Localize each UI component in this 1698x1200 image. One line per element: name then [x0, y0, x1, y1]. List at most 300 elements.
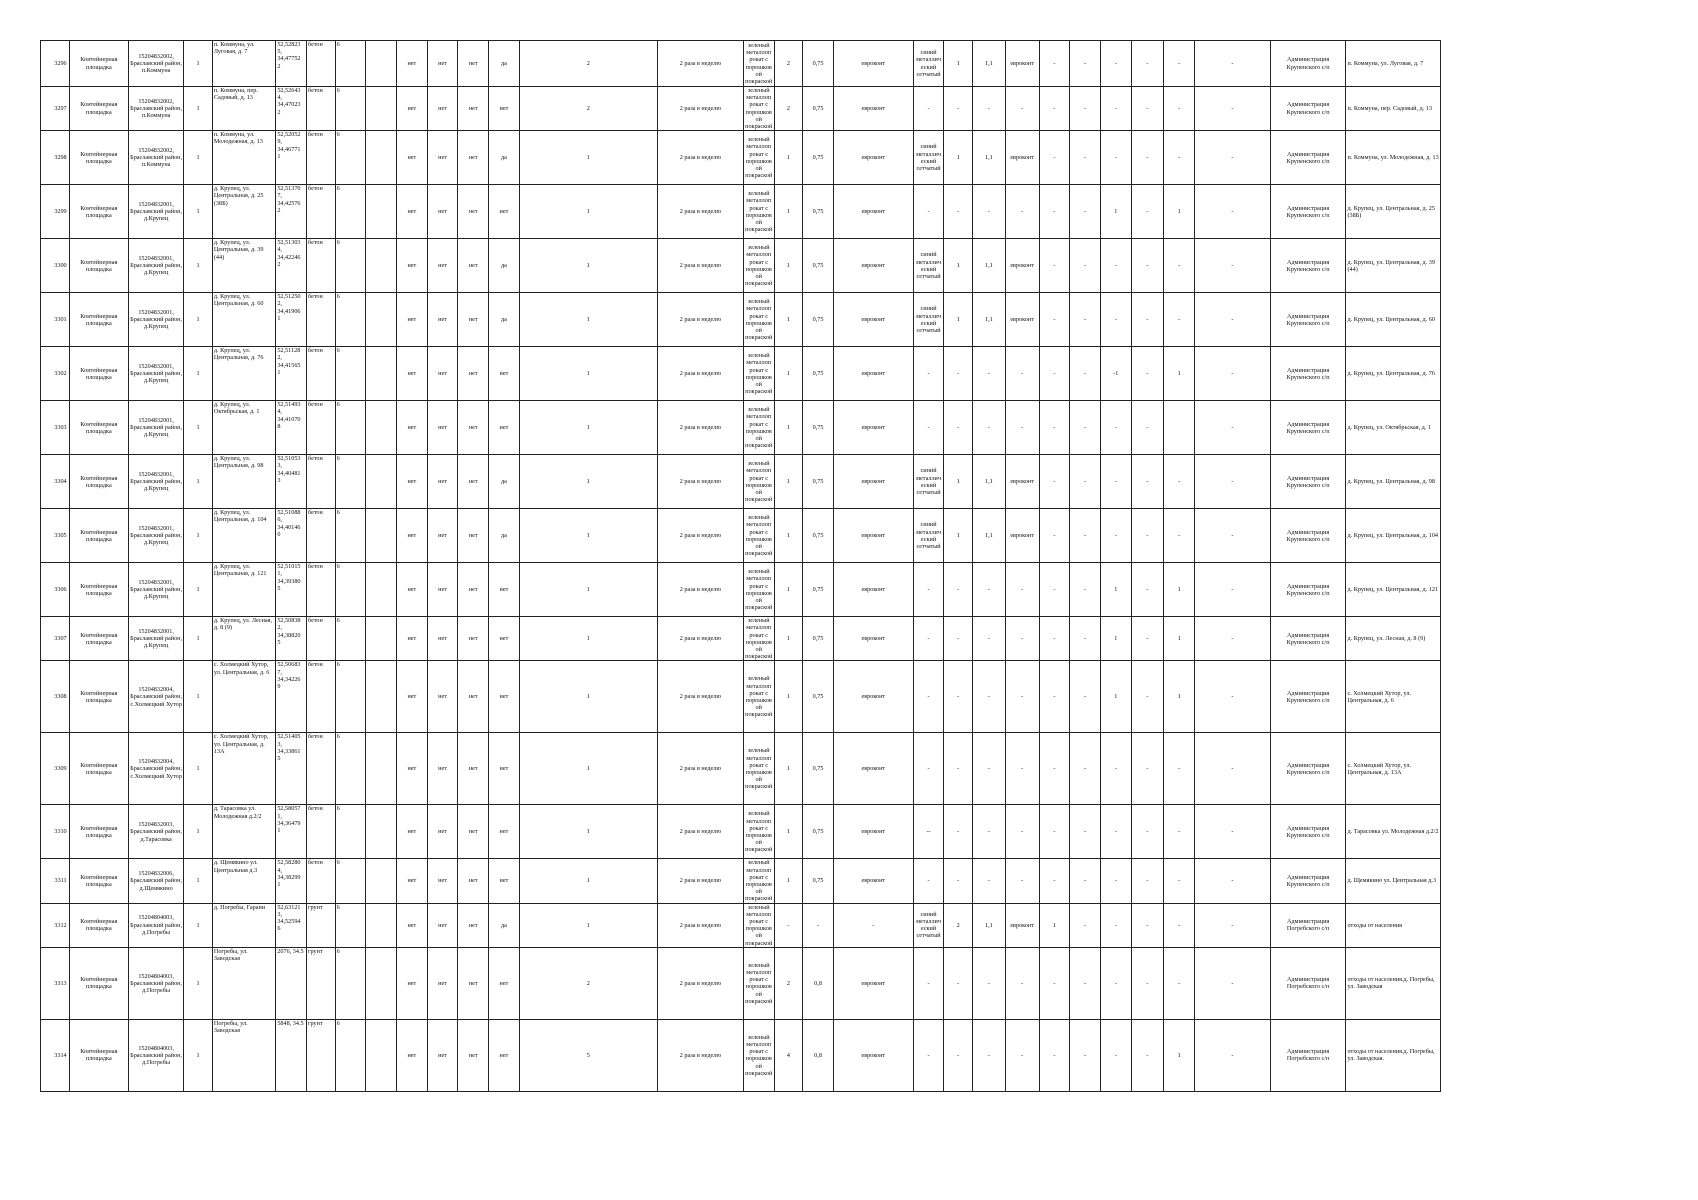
cell-f3: нет: [458, 509, 489, 563]
cell-desc: зеленый металлопрокат с порошковой покраской: [743, 563, 774, 617]
cell-cnt: 1: [519, 661, 657, 733]
cell-addr: д. Крупец, ул. Лесная, д. 8 (9): [212, 617, 275, 661]
table-row: [41, 947, 1441, 1019]
cell-type: Контейнерная площадка: [69, 87, 128, 131]
cell-coord: 52,58280 4, 34,38299 1: [276, 859, 307, 903]
cell-c13: -: [1195, 87, 1271, 131]
cell-c2: 0,75: [803, 87, 834, 131]
cell-c7: -: [1005, 859, 1039, 903]
cell-c8: -: [1039, 805, 1070, 859]
cell-c12: -: [1164, 293, 1195, 347]
cell-c6: 1,1: [973, 293, 1006, 347]
cell-c6: -: [973, 617, 1006, 661]
cell-type: Контейнерная площадка: [69, 509, 128, 563]
cell-f2: нет: [427, 293, 458, 347]
cell-addr: д. Щемякино ул. Центральная д.3: [212, 859, 275, 903]
cell-ctype: синий металлический сетчатый: [913, 293, 944, 347]
cell-c5: -: [944, 185, 973, 239]
cell-n: 3300: [41, 239, 70, 293]
cell-f3: нет: [458, 239, 489, 293]
cell-c10: -: [1100, 239, 1131, 293]
cell-addr: д. Крупец, ул. Центральная, д. 98: [212, 455, 275, 509]
cell-surf: грунт: [307, 903, 336, 947]
cell-c12: 1: [1164, 563, 1195, 617]
cell-code: 15204832002, Браславский район, п.Коммуна: [128, 87, 183, 131]
cell-f2: нет: [427, 455, 458, 509]
cell-c5: -: [944, 347, 973, 401]
empty-cell: [366, 733, 397, 805]
cell-ctype: -: [913, 185, 944, 239]
cell-code: 15204832003, Браславский район, д.Тарасовка: [128, 805, 183, 859]
waste-sites-table: [40, 40, 1441, 1092]
cell-f2: нет: [427, 859, 458, 903]
cell-c13: -: [1195, 401, 1271, 455]
cell-src: д. Тарасовка ул. Молодежная д.2/2: [1346, 805, 1441, 859]
cell-c3: евроконт: [833, 563, 913, 617]
cell-ctype: синий металлический сетчатый: [913, 41, 944, 87]
cell-cnt: 1: [519, 131, 657, 185]
cell-area: 6: [335, 1019, 366, 1091]
cell-addr: д. Крупец, ул. Центральная, д. 121: [212, 563, 275, 617]
cell-area: 6: [335, 733, 366, 805]
cell-cnt: 1: [519, 859, 657, 903]
cell-c6: 1,1: [973, 239, 1006, 293]
cell-c2: 0,75: [803, 401, 834, 455]
cell-coord: 52,51128 2, 34,41565 1: [276, 347, 307, 401]
empty-cell: [366, 805, 397, 859]
cell-c2: 0,75: [803, 509, 834, 563]
cell-n: 3302: [41, 347, 70, 401]
cell-c5: -: [944, 733, 973, 805]
cell-surf: бетон: [307, 805, 336, 859]
cell-c8: 1: [1039, 903, 1070, 947]
cell-c11: -: [1131, 87, 1164, 131]
cell-c10: 1: [1100, 563, 1131, 617]
cell-sched: 2 раза в неделю: [657, 185, 743, 239]
cell-f2: нет: [427, 563, 458, 617]
cell-c11: -: [1131, 805, 1164, 859]
cell-f1: нет: [397, 239, 428, 293]
cell-c8: -: [1039, 947, 1070, 1019]
cell-qty: 1: [184, 805, 213, 859]
cell-qty: 1: [184, 661, 213, 733]
empty-cell: [366, 401, 397, 455]
cell-qty: 1: [184, 455, 213, 509]
cell-code: 15204832001, Браславский район, д.Крупец: [128, 239, 183, 293]
cell-c7: -: [1005, 185, 1039, 239]
cell-c2: 0,75: [803, 805, 834, 859]
empty-cell: [366, 859, 397, 903]
cell-f3: нет: [458, 347, 489, 401]
cell-area: 6: [335, 41, 366, 87]
cell-c8: -: [1039, 401, 1070, 455]
cell-c6: 1,1: [973, 903, 1006, 947]
cell-cnt: 5: [519, 1019, 657, 1091]
cell-c5: 1: [944, 239, 973, 293]
cell-c3: евроконт: [833, 509, 913, 563]
cell-c9: -: [1070, 347, 1101, 401]
cell-c5: 2: [944, 903, 973, 947]
cell-coord: 52,51405 3, 34,33861 5: [276, 733, 307, 805]
cell-c10: -: [1100, 41, 1131, 87]
cell-c12: -: [1164, 87, 1195, 131]
cell-f4: нет: [489, 733, 520, 805]
cell-c13: -: [1195, 733, 1271, 805]
cell-c6: -: [973, 805, 1006, 859]
cell-surf: бетон: [307, 41, 336, 87]
cell-cnt: 1: [519, 733, 657, 805]
cell-owner: Администрация Погребского с/п: [1270, 1019, 1346, 1091]
cell-surf: бетон: [307, 455, 336, 509]
cell-c13: -: [1195, 947, 1271, 1019]
cell-c7: евроконт: [1005, 509, 1039, 563]
cell-c2: 0,75: [803, 347, 834, 401]
cell-c13: -: [1195, 347, 1271, 401]
cell-sched: 2 раза в неделю: [657, 859, 743, 903]
cell-surf: грунт: [307, 1019, 336, 1091]
cell-c10: -: [1100, 509, 1131, 563]
cell-c13: -: [1195, 661, 1271, 733]
cell-c13: -: [1195, 455, 1271, 509]
cell-ctype: -: [913, 1019, 944, 1091]
cell-c7: -: [1005, 347, 1039, 401]
cell-cnt: 1: [519, 293, 657, 347]
cell-c3: евроконт: [833, 87, 913, 131]
cell-c2: 0,8: [803, 947, 834, 1019]
cell-c2: 0,75: [803, 239, 834, 293]
cell-c5: -: [944, 805, 973, 859]
cell-f2: нет: [427, 239, 458, 293]
cell-f1: нет: [397, 1019, 428, 1091]
cell-coord: 52,52823 5, 34,47752 2: [276, 41, 307, 87]
cell-src: д. Крупец, ул. Центральная, д. 60: [1346, 293, 1441, 347]
cell-c2: 0,75: [803, 131, 834, 185]
cell-f2: нет: [427, 185, 458, 239]
cell-src: п. Коммуна, ул. Молодежная, д. 13: [1346, 131, 1441, 185]
cell-c6: -: [973, 1019, 1006, 1091]
cell-f1: нет: [397, 509, 428, 563]
cell-c5: 1: [944, 41, 973, 87]
empty-cell: [366, 903, 397, 947]
cell-c5: 1: [944, 509, 973, 563]
cell-f4: нет: [489, 401, 520, 455]
cell-owner: Администрация Крупенского с/п: [1270, 617, 1346, 661]
cell-c9: -: [1070, 185, 1101, 239]
cell-c1: 1: [774, 805, 803, 859]
cell-owner: Администрация Крупенского с/п: [1270, 805, 1346, 859]
cell-c5: -: [944, 947, 973, 1019]
cell-cnt: 1: [519, 401, 657, 455]
cell-src: д. Крупец, ул. Центральная, д. 98: [1346, 455, 1441, 509]
cell-code: 15204832001, Браславский район, д.Крупец: [128, 185, 183, 239]
cell-f1: нет: [397, 41, 428, 87]
cell-c10: -: [1100, 903, 1131, 947]
cell-c3: евроконт: [833, 41, 913, 87]
cell-area: 6: [335, 293, 366, 347]
cell-c1: 1: [774, 455, 803, 509]
cell-c12: 1: [1164, 185, 1195, 239]
cell-c5: -: [944, 661, 973, 733]
cell-c13: -: [1195, 805, 1271, 859]
cell-qty: 1: [184, 293, 213, 347]
cell-code: 15204804003, Браславский район, д.Погребы: [128, 903, 183, 947]
cell-c2: 0,75: [803, 661, 834, 733]
cell-c13: -: [1195, 293, 1271, 347]
cell-c13: -: [1195, 41, 1271, 87]
cell-c7: -: [1005, 1019, 1039, 1091]
cell-owner: Администрация Крупенского с/п: [1270, 661, 1346, 733]
cell-code: 15204832001, Браславский район, д.Крупец: [128, 509, 183, 563]
cell-desc: зеленый металлопрокат с порошковой покраской: [743, 401, 774, 455]
cell-addr: д. Тарасовка ул. Молодежная д.2/2: [212, 805, 275, 859]
cell-c9: -: [1070, 455, 1101, 509]
cell-f1: нет: [397, 455, 428, 509]
cell-c1: 1: [774, 509, 803, 563]
cell-c11: -: [1131, 239, 1164, 293]
cell-ctype: -: [913, 563, 944, 617]
cell-f4: нет: [489, 947, 520, 1019]
cell-c3: евроконт: [833, 131, 913, 185]
cell-c2: 0,75: [803, 733, 834, 805]
cell-sched: 2 раза в неделю: [657, 1019, 743, 1091]
cell-c12: -: [1164, 947, 1195, 1019]
cell-owner: Администрация Крупенского с/п: [1270, 859, 1346, 903]
cell-sched: 2 раза в неделю: [657, 903, 743, 947]
cell-desc: зеленый металлопрокат с порошковой покраской: [743, 805, 774, 859]
cell-c6: -: [973, 947, 1006, 1019]
table-row: [41, 617, 1441, 661]
cell-c12: -: [1164, 733, 1195, 805]
cell-c12: -: [1164, 41, 1195, 87]
table-row: [41, 41, 1441, 87]
cell-f4: нет: [489, 563, 520, 617]
table-row: [41, 1019, 1441, 1091]
cell-surf: бетон: [307, 131, 336, 185]
cell-qty: 1: [184, 1019, 213, 1091]
cell-c2: 0,75: [803, 563, 834, 617]
cell-f3: нет: [458, 41, 489, 87]
cell-surf: бетон: [307, 401, 336, 455]
cell-c13: -: [1195, 185, 1271, 239]
cell-f4: да: [489, 509, 520, 563]
cell-f1: нет: [397, 903, 428, 947]
cell-f3: нет: [458, 1019, 489, 1091]
cell-code: 15204832001, Браславский район, д.Крупец: [128, 617, 183, 661]
cell-c10: -: [1100, 733, 1131, 805]
cell-area: 6: [335, 455, 366, 509]
cell-ctype: -: [913, 347, 944, 401]
empty-cell: [366, 87, 397, 131]
cell-c9: -: [1070, 41, 1101, 87]
cell-qty: 1: [184, 733, 213, 805]
cell-code: 15204832004, Браславский район, с.Холмецкий Хутор: [128, 661, 183, 733]
cell-c9: -: [1070, 859, 1101, 903]
cell-desc: зеленый металлопрокат с порошковой покраской: [743, 509, 774, 563]
cell-desc: зеленый металлопрокат с порошковой покраской: [743, 661, 774, 733]
cell-code: 15204832006, Браславский район, д.Щемякино: [128, 859, 183, 903]
cell-qty: 1: [184, 401, 213, 455]
cell-src: д. Крупец, ул. Центральная, д. 104: [1346, 509, 1441, 563]
cell-n: 3312: [41, 903, 70, 947]
cell-c13: -: [1195, 131, 1271, 185]
table-row: [41, 347, 1441, 401]
cell-n: 3309: [41, 733, 70, 805]
cell-c3: евроконт: [833, 859, 913, 903]
cell-src: с. Холмецкий Хутор, ул. Центральная, д. 6: [1346, 661, 1441, 733]
cell-c8: -: [1039, 859, 1070, 903]
cell-c8: -: [1039, 41, 1070, 87]
cell-c1: 1: [774, 859, 803, 903]
cell-n: 3307: [41, 617, 70, 661]
cell-coord: 52,52643 4, 34,47023 2: [276, 87, 307, 131]
cell-cnt: 2: [519, 87, 657, 131]
cell-f1: нет: [397, 185, 428, 239]
cell-code: 15204832001, Браславский район, д.Крупец: [128, 347, 183, 401]
cell-qty: 1: [184, 563, 213, 617]
cell-f1: нет: [397, 401, 428, 455]
cell-type: Контейнерная площадка: [69, 185, 128, 239]
cell-addr: Погребы, ул. Заводская: [212, 947, 275, 1019]
cell-f2: нет: [427, 661, 458, 733]
cell-c11: -: [1131, 947, 1164, 1019]
table-row: [41, 859, 1441, 903]
cell-coord: 52,51088 6, 34,40146 0: [276, 509, 307, 563]
cell-c12: 1: [1164, 617, 1195, 661]
cell-c10: 1: [1100, 185, 1131, 239]
cell-f4: да: [489, 41, 520, 87]
table-row: [41, 805, 1441, 859]
cell-cnt: 1: [519, 455, 657, 509]
cell-addr: д. Крупец, ул. Октябрьская, д. 1: [212, 401, 275, 455]
cell-c7: -: [1005, 401, 1039, 455]
cell-c13: -: [1195, 563, 1271, 617]
cell-c6: -: [973, 563, 1006, 617]
cell-owner: Администрация Погребского с/п: [1270, 947, 1346, 1019]
cell-c3: евроконт: [833, 455, 913, 509]
cell-c1: 1: [774, 239, 803, 293]
cell-owner: Администрация Крупенского с/п: [1270, 733, 1346, 805]
cell-f4: да: [489, 455, 520, 509]
cell-c8: -: [1039, 733, 1070, 805]
cell-desc: зеленый металлопрокат с порошковой покраской: [743, 455, 774, 509]
cell-c10: 1: [1100, 617, 1131, 661]
cell-owner: Администрация Крупенского с/п: [1270, 41, 1346, 87]
cell-sched: 2 раза в неделю: [657, 563, 743, 617]
cell-c13: -: [1195, 239, 1271, 293]
cell-sched: 2 раза в неделю: [657, 401, 743, 455]
cell-c8: -: [1039, 563, 1070, 617]
cell-type: Контейнерная площадка: [69, 41, 128, 87]
cell-qty: 1: [184, 185, 213, 239]
cell-src: д. Крупец, ул. Центральная, д. 39 (44): [1346, 239, 1441, 293]
cell-c3: евроконт: [833, 1019, 913, 1091]
cell-c1: 4: [774, 1019, 803, 1091]
cell-c9: -: [1070, 661, 1101, 733]
table-row: [41, 239, 1441, 293]
cell-n: 3303: [41, 401, 70, 455]
cell-c1: 1: [774, 661, 803, 733]
cell-sched: 2 раза в неделю: [657, 293, 743, 347]
cell-f1: нет: [397, 661, 428, 733]
cell-ctype: -: [913, 401, 944, 455]
cell-c13: -: [1195, 1019, 1271, 1091]
cell-c9: -: [1070, 563, 1101, 617]
cell-c12: 1: [1164, 1019, 1195, 1091]
cell-c6: -: [973, 733, 1006, 805]
empty-cell: [366, 617, 397, 661]
cell-coord: 52,50683 7, 34,34226 9: [276, 661, 307, 733]
cell-c6: 1,1: [973, 41, 1006, 87]
cell-c8: -: [1039, 239, 1070, 293]
cell-f3: нет: [458, 733, 489, 805]
table-row: [41, 455, 1441, 509]
cell-code: 15204832002, Браславский район, п.Коммуна: [128, 41, 183, 87]
cell-f3: нет: [458, 87, 489, 131]
cell-f1: нет: [397, 293, 428, 347]
cell-c11: -: [1131, 293, 1164, 347]
cell-c8: -: [1039, 131, 1070, 185]
cell-addr: Погребы, ул. Заводская: [212, 1019, 275, 1091]
cell-qty: 1: [184, 903, 213, 947]
cell-c11: -: [1131, 455, 1164, 509]
cell-f4: да: [489, 293, 520, 347]
cell-cnt: 1: [519, 563, 657, 617]
cell-ctype: -: [913, 947, 944, 1019]
table-row: [41, 509, 1441, 563]
cell-desc: зеленый металлопрокат с порошковой покраской: [745, 617, 773, 661]
cell-n: 3311: [41, 859, 70, 903]
cell-desc: зеленый металлопрокат с порошковой покраской: [743, 347, 774, 401]
cell-c13: -: [1195, 859, 1271, 903]
empty-cell: [366, 185, 397, 239]
table-row: [41, 185, 1441, 239]
cell-surf: бетон: [307, 859, 336, 903]
cell-c8: -: [1039, 509, 1070, 563]
cell-type: Контейнерная площадка: [69, 1019, 128, 1091]
empty-cell: [366, 947, 397, 1019]
cell-f4: да: [489, 131, 520, 185]
cell-n: 3310: [41, 805, 70, 859]
cell-c9: -: [1070, 401, 1101, 455]
cell-n: 3304: [41, 455, 70, 509]
cell-src: д. Крупец, ул. Центральная, д. 121: [1346, 563, 1441, 617]
cell-c2: 0,75: [803, 293, 834, 347]
cell-addr: п. Коммуна, ул. Молодежная, д. 13: [212, 131, 275, 185]
cell-surf: бетон: [307, 563, 336, 617]
cell-f1: нет: [397, 805, 428, 859]
cell-cnt: 2: [519, 41, 657, 87]
cell-c11: -: [1131, 1019, 1164, 1091]
cell-type: Контейнерная площадка: [69, 131, 128, 185]
cell-f4: нет: [489, 805, 520, 859]
cell-c5: 1: [944, 455, 973, 509]
cell-c8: -: [1039, 347, 1070, 401]
cell-c8: -: [1039, 185, 1070, 239]
cell-coord: 2076, 34.5: [276, 947, 307, 1019]
cell-owner: Администрация Крупенского с/п: [1270, 293, 1346, 347]
cell-desc: зеленый металлопрокат с порошковой покраской: [745, 87, 773, 131]
cell-c8: -: [1039, 1019, 1070, 1091]
cell-area: 6: [335, 903, 366, 947]
cell-surf: бетон: [307, 347, 336, 401]
cell-coord: 52,51303 4, 34,42246 2: [276, 239, 307, 293]
cell-coord: 52,51250 2, 34,41906 1: [276, 293, 307, 347]
cell-f1: нет: [397, 859, 428, 903]
cell-desc: зеленый металлопрокат с порошковой покраской: [743, 947, 774, 1019]
cell-addr: д. Крупец, ул. Центральная, д. 60: [212, 293, 275, 347]
cell-type: Контейнерная площадка: [69, 401, 128, 455]
cell-owner: Администрация Крупенского с/п: [1270, 185, 1346, 239]
